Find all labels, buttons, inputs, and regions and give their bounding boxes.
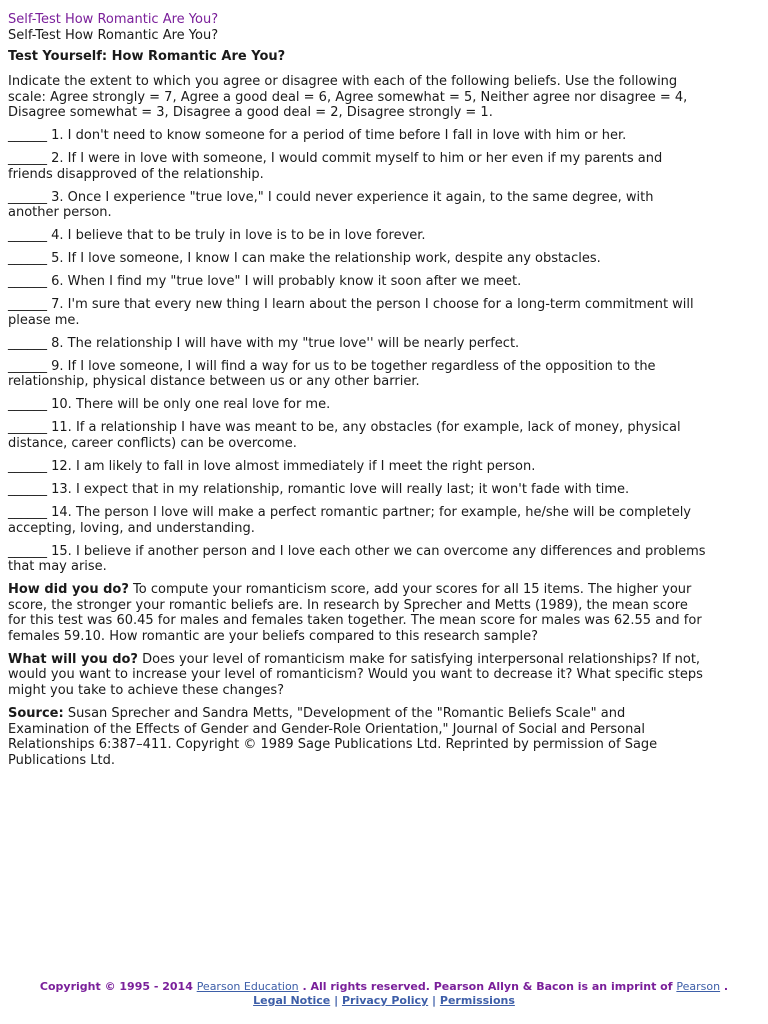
question-text: 1. I don't need to know someone for a period of time before I fall in love with him or her. [51, 128, 627, 144]
answer-blank: ______ [8, 543, 47, 559]
question-item [8, 459, 708, 475]
answer-blank: ______ [8, 151, 47, 167]
question-item [8, 190, 708, 221]
answer-blank: ______ [8, 297, 47, 313]
how-did-you-do [8, 582, 708, 644]
question-item [8, 359, 708, 390]
page-heading: Test Yourself: How Romantic Are You? [8, 49, 286, 64]
question-item [8, 274, 708, 290]
privacy-policy-link[interactable]: Privacy Policy [341, 994, 429, 1007]
question-text: 4. I believe that to be truly in love is to be in love forever. [51, 228, 426, 244]
answer-blank: ______ [8, 481, 47, 497]
question-text: 11. If a relationship I have was meant to be, any obstacles (for example, lack of money, physical distance, career conflicts) can be overcome. [8, 420, 681, 451]
question-item [8, 297, 708, 328]
answer-blank: ______ [8, 397, 47, 413]
rights-text: . All rights reserved. Pearson Allyn & Bacon is an imprint of [298, 980, 677, 993]
footer-separator: | [432, 994, 437, 1007]
question-item [8, 336, 708, 352]
page-footer [0, 980, 768, 1008]
question-text: 14. The person I love will make a perfect romantic partner; for example, he/she will be completely accepting, loving, and understanding. [8, 504, 691, 536]
document [8, 12, 708, 776]
source-citation [8, 706, 708, 768]
footer-end-dot: . [720, 980, 729, 993]
question-item [8, 128, 708, 144]
what-will-you-do-lead: What will you do? [8, 651, 138, 667]
answer-blank: ______ [8, 458, 47, 474]
answer-blank: ______ [8, 335, 47, 351]
question-item [8, 482, 708, 498]
question-item [8, 505, 708, 536]
what-will-you-do-text: Does your level of romanticism make for satisfying interpersonal relationships? If not, would you want to increase your level of romanticism? Would you want to decrease it? What specific steps might you take to achieve these changes? [8, 651, 703, 699]
answer-blank: ______ [8, 274, 47, 290]
source-lead: Source: [8, 706, 64, 722]
pearson-education-link[interactable]: Pearson Education [196, 980, 299, 993]
question-text: 8. The relationship I will have with my "true love'' will be nearly perfect. [51, 335, 520, 351]
question-text: 5. If I love someone, I know I can make the relationship work, despite any obstacles. [51, 251, 601, 267]
question-item [8, 251, 708, 267]
question-text: 3. Once I experience "true love," I could never experience it again, to the same degree, with another person. [8, 189, 654, 221]
answer-blank: ______ [8, 420, 47, 436]
instructions: Indicate the extent to which you agree or disagree with each of the following beliefs. Use the following scale: Agree strongly = 7, Agree a good deal = 6, Agree somewhat = 5, Neither agree nor disagree = 4, Disagree somewhat = 3, Disagree a good deal = 2, Disagree strongly = 1. [8, 74, 688, 121]
answer-blank: ______ [8, 251, 47, 267]
question-text: 2. If I were in love with someone, I would commit myself to him or her even if my parents and friends disapproved of the relationship. [8, 151, 663, 182]
legal-notice-link[interactable]: Legal Notice [253, 994, 331, 1007]
question-text: 10. There will be only one real love for me. [51, 397, 331, 413]
how-did-you-do-text: To compute your romanticism score, add your scores for all 15 items. The higher your score, the stronger your romantic beliefs are. In research by Sprecher and Metts (1989), the mean score for this test was 60.45 for males and females taken together. The mean score for males was 62.55 and for females 59.10. How romantic are your beliefs compared to this research sample? [8, 582, 702, 644]
copyright-text: Copyright © 1995 - 2014 [39, 980, 197, 993]
question-item [8, 151, 708, 182]
question-text: 15. I believe if another person and I love each other we can overcome any differences and problems that may arise. [8, 543, 706, 575]
questionnaire [8, 128, 708, 575]
question-item [8, 544, 708, 575]
footer-links [0, 994, 768, 1008]
how-did-you-do-lead: How did you do? [8, 582, 129, 598]
permissions-link[interactable]: Permissions [439, 994, 515, 1007]
source-text: Susan Sprecher and Sandra Metts, "Development of the "Romantic Beliefs Scale" and Examination of the Effects of Gender and Gender-Role Orientation," Journal of Social and Personal Relationships 6:387–411. Copyright © 1989 Sage Publications Ltd. Reprinted by permission of Sage Publications Ltd. [8, 706, 658, 768]
answer-blank: ______ [8, 358, 47, 374]
question-item [8, 420, 708, 451]
question-text: 6. When I find my "true love" I will probably know it soon after we meet. [51, 274, 522, 290]
answer-blank: ______ [8, 189, 47, 205]
question-text: 13. I expect that in my relationship, romantic love will really last; it won't fade with time. [51, 481, 630, 497]
footer-separator: | [334, 994, 339, 1007]
answer-blank: ______ [8, 228, 47, 244]
answer-blank: ______ [8, 504, 47, 520]
question-text: 12. I am likely to fall in love almost immediately if I meet the right person. [51, 458, 536, 474]
title-link[interactable]: Self-Test How Romantic Are You? [8, 12, 219, 27]
pearson-link[interactable]: Pearson [676, 980, 721, 993]
question-text: 9. If I love someone, I will find a way for us to be together regardless of the opposition to the relationship, physical distance between us or any other barrier. [8, 358, 656, 390]
footer-copyright-line [0, 980, 768, 994]
answer-blank: ______ [8, 128, 47, 144]
what-will-you-do [8, 652, 708, 699]
question-text: 7. I'm sure that every new thing I learn about the person I choose for a long-term commitment will please me. [8, 297, 694, 328]
question-item [8, 397, 708, 413]
page-subtitle: Self-Test How Romantic Are You? [8, 28, 219, 43]
question-item [8, 228, 708, 244]
